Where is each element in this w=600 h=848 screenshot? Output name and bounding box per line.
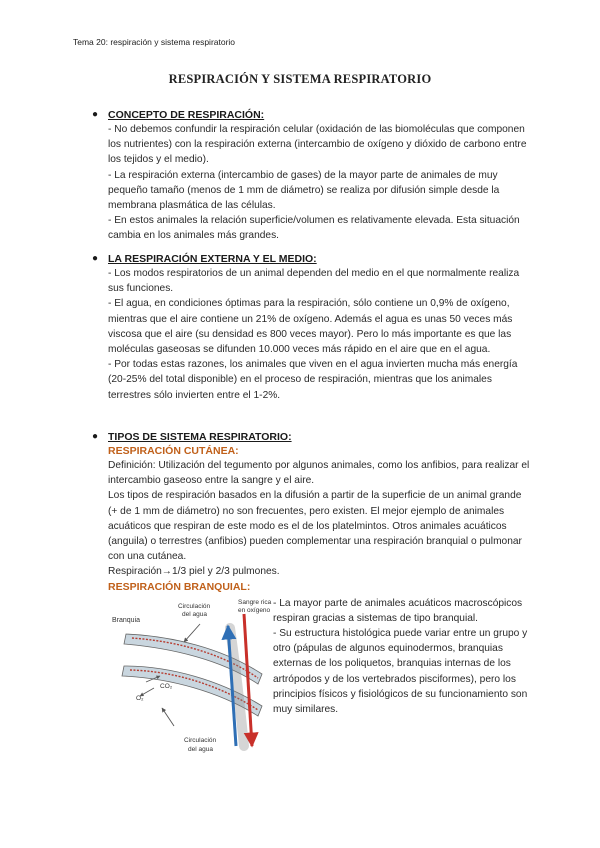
section-body — [92, 122, 530, 244]
paragraph: - La respiración externa (intercambio de gases) de la mayor parte de animales de muy pequeño tamaño (menos de 1 mm de diámetro) se realiza por difusión simple desde la membrana plasmática de las células. — [108, 169, 500, 212]
label-o2: O₂ — [136, 694, 144, 702]
paragraph: Los tipos de respiración basados en la difusión a partir de la superficie de un animal grande (+ de 1 mm de diámetro) no son frecuentes, pero existen. El mejor ejemplo de animales acuáticos que respiran de este modo es el de los platelmintos. Otros animales acuáticos (anguila) o terrestres (anfibios) pueden complementar una respiración branquial o pulmonar con una cutánea. — [108, 490, 522, 563]
section-tipos-sistema — [92, 430, 530, 766]
paragraph: Respiración→1/3 piel y 2/3 pulmones. — [108, 566, 280, 578]
bullet-icon: ● — [92, 109, 99, 120]
paragraph: - No debemos confundir la respiración celular (oxidación de las biomoléculas que componen los nutrientes) con la respiración externa (intercambio de oxígeno y dióxido de carbono entre los tejidos y el medio). — [108, 124, 527, 166]
label-circulacion-bottom: Circulación — [184, 736, 217, 744]
water-flow-arrow — [184, 624, 200, 642]
paragraph: - En estos animales la relación superficie/volumen es relativamente elevada. Esta situación cambia en los animales más grandes. — [108, 215, 520, 242]
water-flow-arrow — [162, 708, 174, 726]
paragraph: - Por todas estas razones, los animales que viven en el agua invierten mucha más energía (20-25% del total disponible) en el proceso de respiración, mientras que los animales terrestres sólo invierten entre el 1-2%. — [108, 359, 518, 401]
label-sangre: Sangre rica — [238, 598, 272, 606]
section-concepto — [92, 108, 530, 244]
paragraph: - El agua, en condiciones óptimas para la respiración, sólo contiene un 0,9% de oxígeno, mientras que el aire contiene un 21% de oxígeno. Además el agua es unas 50 veces más viscosa que el aire (su densidad es 800 veces mayor). Pero lo más importante es que las moléculas gaseosas se difunden 10.000 veces más rápido en el aire que en el agua. — [108, 298, 513, 356]
running-header: Tema 20: respiración y sistema respiratorio — [73, 37, 236, 47]
page-title: RESPIRACIÓN Y SISTEMA RESPIRATORIO — [168, 72, 432, 86]
paragraph: Definición: Utilización del tegumento por algunos animales, como los anfibios, para realizar el intercambio gaseoso entre la sangre y el aire. — [108, 460, 530, 487]
label-circulacion-top: Circulación — [178, 602, 211, 610]
paragraph: - Su estructura histológica puede variar entre un grupo y otro (pápulas de algunos equinodermos, branquias externas de los poliquetos, branquias internas de los artrópodos y de los vertebrados pisciformes), pero los principios físicos y fisiológicos de su funcionamiento son muy similares. — [273, 628, 528, 716]
bullet-icon: ● — [92, 253, 99, 264]
subheading-branquial: RESPIRACIÓN BRANQUIAL: — [108, 580, 251, 593]
section-body — [92, 266, 530, 403]
section-body — [92, 444, 530, 766]
section-heading: ● TIPOS DE SISTEMA RESPIRATORIO: — [92, 431, 292, 443]
label-co2: CO₂ — [160, 682, 173, 690]
subheading-cutanea: RESPIRACIÓN CUTÁNEA: — [108, 445, 239, 457]
paragraph: - La mayor parte de animales acuáticos macroscópicos respiran gracias a sistemas de tipo branquial. — [273, 597, 523, 624]
label-branquia: Branquia — [112, 616, 141, 624]
section-heading: ● CONCEPTO DE RESPIRACIÓN: — [92, 109, 265, 121]
label-circulacion-top-2: del agua — [182, 610, 207, 618]
label-circulacion-bottom-2: del agua — [188, 745, 213, 753]
gill-diagram — [112, 596, 274, 756]
label-sangre-2: en oxígeno — [238, 606, 271, 614]
section-respiracion-externa — [92, 252, 530, 403]
branquial-block — [108, 596, 530, 766]
section-heading: ● LA RESPIRACIÓN EXTERNA Y EL MEDIO: — [92, 253, 317, 265]
bullet-icon: ● — [92, 431, 99, 442]
branquial-text — [273, 596, 535, 718]
paragraph: - Los modos respiratorios de un animal dependen del medio en el que normalmente realiza sus funciones. — [108, 268, 520, 295]
